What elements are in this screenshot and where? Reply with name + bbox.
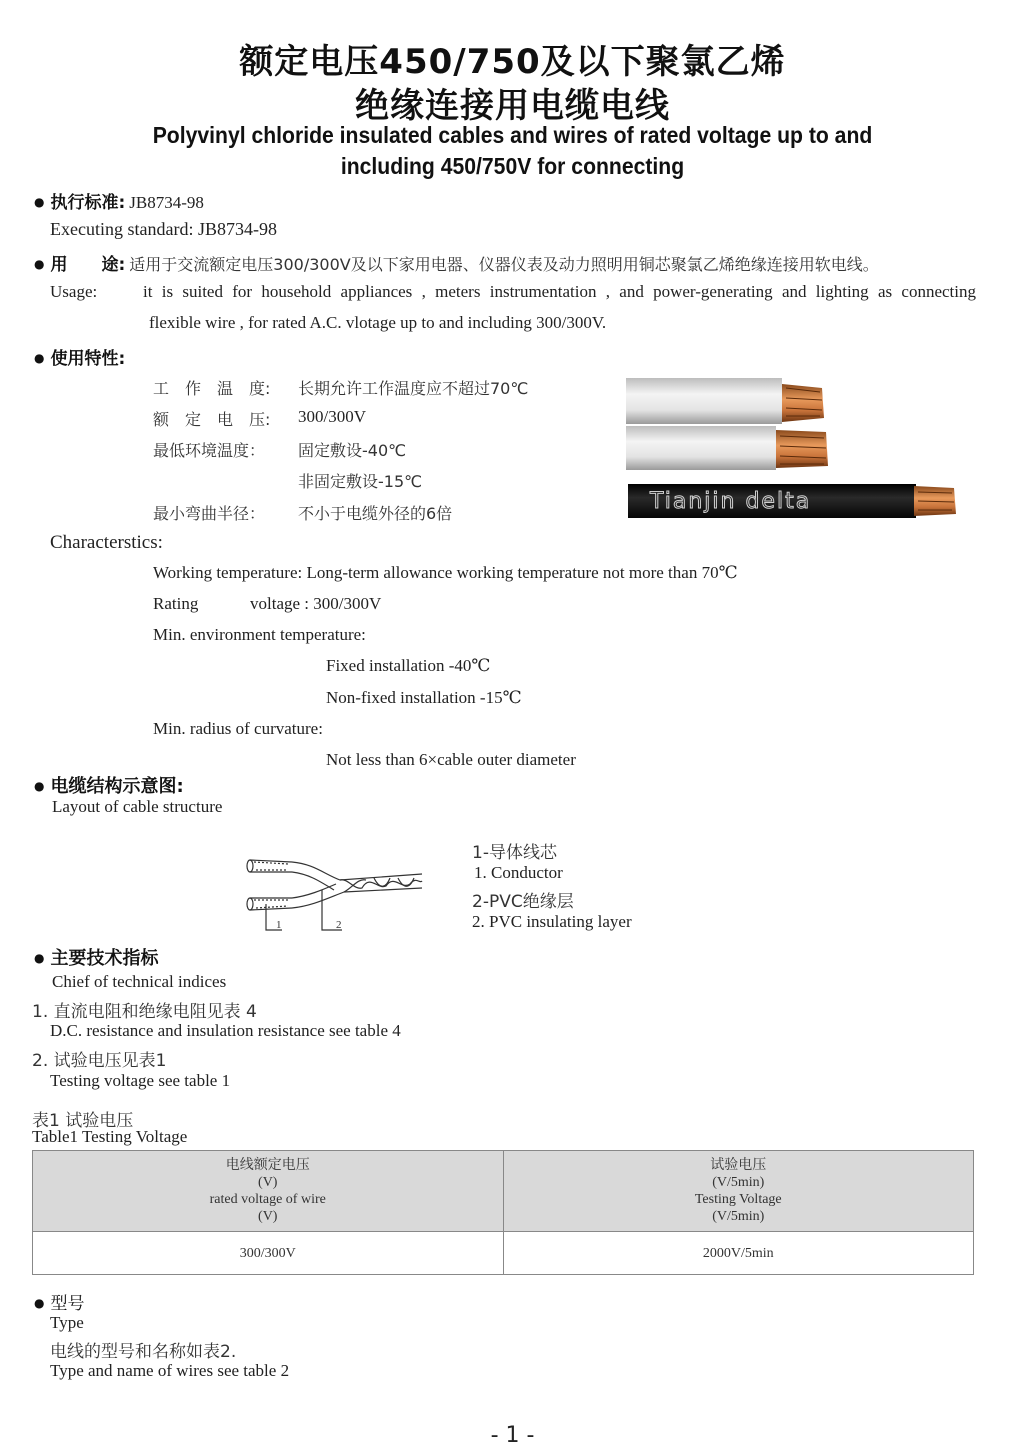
type-cn-text: 电线的型号和名称如表2. <box>50 1342 237 1362</box>
characteristics-cn-heading: ● 使用特性: <box>34 344 125 369</box>
black-cable <box>628 484 956 518</box>
table-cell-testing-voltage: 2000V/5min <box>503 1232 974 1275</box>
testing-voltage-table <box>32 1150 974 1275</box>
technical-item2-cn: 2. 试验电压见表1 <box>32 1051 167 1071</box>
char-en-working: Working temperature: Long-term allowance working temperature not more than 70℃ <box>153 563 738 582</box>
white-cable-bottom <box>626 426 828 470</box>
technical-cn-heading: ● 主要技术指标 <box>34 944 158 970</box>
structure-cn-heading: ● 电缆结构示意图: <box>34 772 184 798</box>
cable-photo <box>626 374 960 522</box>
char-en-fixed: Fixed installation -40℃ <box>326 656 491 675</box>
standard-cn <box>34 188 204 213</box>
usage-cn-label: ● 用 途: <box>34 255 125 275</box>
type-en-text: Type and name of wires see table 2 <box>50 1361 290 1380</box>
table-cell-rated-voltage: 300/300V <box>33 1232 504 1275</box>
title-en-line1: Polyvinyl chloride insulated cables and wires of rated voltage up to and <box>152 122 873 148</box>
char-en-min-radius: Min. radius of curvature: <box>153 719 323 738</box>
legend-2-en: 2. PVC insulating layer <box>472 912 632 931</box>
cable-brand-text: Tianjin delta <box>650 489 812 514</box>
cable-structure-diagram <box>244 850 430 936</box>
char-en-rating-a: Rating <box>153 594 199 613</box>
char-en-rating-b: voltage : 300/300V <box>250 594 382 613</box>
table1-caption-cn: 表1 试验电压 <box>32 1111 134 1131</box>
usage-en-line2: flexible wire , for rated A.C. vlotage up to and including 300/300V. <box>149 313 607 332</box>
char-label-working-temp: 工 作 温 度: <box>153 379 271 398</box>
table-header-row <box>33 1151 974 1232</box>
title-cn-line1: 额定电压450/750及以下聚氯乙烯 <box>239 42 786 82</box>
technical-item1-en: D.C. resistance and insulation resistance see table 4 <box>50 1021 401 1040</box>
standard-en: Executing standard: JB8734-98 <box>50 219 277 239</box>
callout-2: 2 <box>336 919 342 931</box>
char-label-min-radius: 最小弯曲半径： <box>153 504 266 523</box>
table-row <box>33 1232 974 1275</box>
white-cable-top <box>626 378 824 424</box>
legend-1-cn: 1-导体线芯 <box>472 843 557 863</box>
technical-item1-cn: 1. 直流电阻和绝缘电阻见表 4 <box>32 1002 257 1022</box>
table-header-rated-voltage: 电线额定电压 (V) rated voltage of wire (V) <box>33 1151 504 1232</box>
characteristics-en-heading: Characterstics: <box>50 532 163 553</box>
callout-1: 1 <box>276 919 282 931</box>
char-en-radius-value: Not less than 6×cable outer diameter <box>326 750 576 769</box>
char-value-working-temp: 长期允许工作温度应不超过70℃ <box>298 379 529 398</box>
char-label-min-env-temp: 最低环境温度： <box>153 441 266 460</box>
legend-1-en: 1. Conductor <box>474 863 563 882</box>
char-value-nonfixed: 非固定敷设-15℃ <box>298 472 423 491</box>
char-value-fixed: 固定敷设-40℃ <box>298 441 407 460</box>
usage-cn <box>34 250 879 275</box>
char-value-min-radius: 不小于电缆外径的6倍 <box>298 504 453 523</box>
usage-en-label: Usage: <box>50 282 98 301</box>
usage-cn-text: 适用于交流额定电压300/300V及以下家用电器、仪器仪表及动力照明用铜芯聚氯乙烯绝缘连接用软电线。 <box>129 255 879 274</box>
structure-en-heading: Layout of cable structure <box>52 797 223 816</box>
technical-en-heading: Chief of technical indices <box>52 972 227 991</box>
char-label-rated-voltage: 额 定 电 压: <box>153 410 271 429</box>
usage-en-line1: it is suited for household appliances , meters instrumentation , and power-generating and lighting as connecting <box>143 282 976 301</box>
technical-item2-en: Testing voltage see table 1 <box>50 1071 231 1090</box>
char-en-min-env: Min. environment temperature: <box>153 625 366 644</box>
page-number: - 1 - <box>490 1423 535 1448</box>
char-value-rated-voltage: 300/300V <box>298 407 366 426</box>
char-en-nonfixed: Non-fixed installation -15℃ <box>326 688 522 707</box>
title-cn-line2: 绝缘连接用电缆电线 <box>355 86 670 126</box>
legend-2-cn: 2-PVC绝缘层 <box>472 892 574 912</box>
table-header-testing-voltage: 试验电压 (V/5min) Testing Voltage (V/5min) <box>503 1151 974 1232</box>
title-en-line2: including 450/750V for connecting <box>340 153 685 179</box>
type-en-heading: Type <box>50 1313 84 1332</box>
standard-cn-value: JB8734-98 <box>129 193 204 212</box>
table1-caption-en: Table1 Testing Voltage <box>32 1127 188 1146</box>
standard-cn-label: ● 执行标准: <box>34 193 125 213</box>
type-cn-heading: ● 型号 <box>34 1289 84 1314</box>
